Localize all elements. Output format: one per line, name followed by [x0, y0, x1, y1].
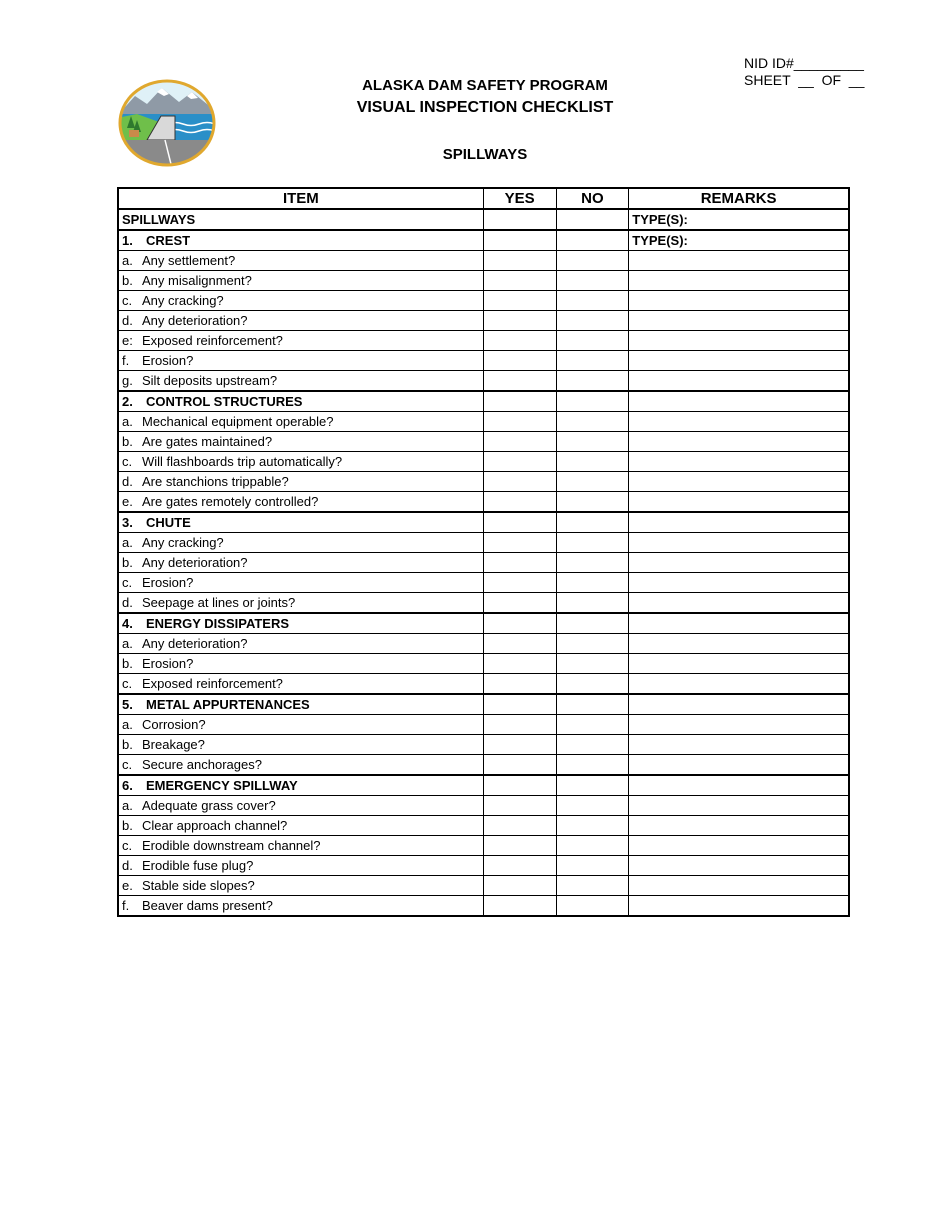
checklist-item-row	[118, 856, 849, 876]
item-text: Exposed reinforcement?	[142, 333, 283, 348]
item-letter: d.	[122, 474, 133, 489]
item-letter: d.	[122, 858, 133, 873]
table-header-row	[118, 188, 849, 209]
remarks-cell[interactable]	[629, 836, 849, 856]
item-letter: a.	[122, 535, 133, 550]
column-header-item: ITEM	[118, 188, 483, 209]
nid-id-label: NID ID#	[744, 55, 794, 71]
remarks-cell[interactable]	[629, 311, 849, 331]
remarks-cell[interactable]	[629, 271, 849, 291]
remarks-cell[interactable]	[629, 593, 849, 614]
item-text: Any deterioration?	[142, 636, 248, 651]
item-text: Exposed reinforcement?	[142, 676, 283, 691]
section-title: SPILLWAYS	[442, 146, 528, 163]
section-heading	[118, 230, 483, 251]
item-text: Any deterioration?	[142, 313, 248, 328]
item-question	[118, 291, 483, 311]
checklist-item-row	[118, 836, 849, 856]
remarks-cell[interactable]	[629, 755, 849, 776]
remarks-cell[interactable]	[629, 251, 849, 271]
item-text: Silt deposits upstream?	[142, 373, 278, 388]
item-question	[118, 573, 483, 593]
item-letter: b.	[122, 737, 133, 752]
item-question	[118, 836, 483, 856]
item-text: Secure anchorages?	[142, 757, 262, 772]
no-cell[interactable]	[556, 371, 629, 392]
yes-cell[interactable]	[483, 836, 556, 856]
section-heading	[118, 694, 483, 715]
no-cell[interactable]	[556, 209, 629, 230]
remarks-cell[interactable]	[629, 674, 849, 695]
checklist-item-row	[118, 654, 849, 674]
item-letter: f.	[122, 898, 130, 913]
item-question	[118, 311, 483, 331]
yes-cell[interactable]	[483, 492, 556, 513]
item-question	[118, 351, 483, 371]
item-text: Stable side slopes?	[142, 878, 255, 893]
item-letter: a.	[122, 636, 133, 651]
item-letter: a.	[122, 414, 133, 429]
no-cell[interactable]	[556, 553, 629, 573]
no-cell[interactable]	[556, 694, 629, 715]
item-text: Are stanchions trippable?	[142, 474, 289, 489]
checklist-item-row	[118, 755, 849, 776]
section-name: ENERGY DISSIPATERS	[146, 616, 290, 631]
item-question	[118, 271, 483, 291]
of-label: OF	[821, 72, 842, 88]
checklist-item-row	[118, 573, 849, 593]
yes-cell[interactable]	[483, 432, 556, 452]
checklist-item-row	[118, 331, 849, 351]
remarks-cell[interactable]	[629, 553, 849, 573]
remarks-cell[interactable]	[629, 775, 849, 796]
checklist-item-row	[118, 796, 849, 816]
item-letter: e.	[122, 878, 133, 893]
item-text: Will flashboards trip automatically?	[142, 454, 343, 469]
no-cell[interactable]	[556, 351, 629, 371]
yes-cell[interactable]	[483, 251, 556, 271]
item-letter: c.	[122, 838, 133, 853]
section-name: CHUTE	[146, 515, 191, 530]
item-text: Any deterioration?	[142, 555, 248, 570]
remarks-cell[interactable]	[629, 432, 849, 452]
no-cell[interactable]	[556, 331, 629, 351]
section-name: CREST	[146, 233, 191, 248]
item-letter: c.	[122, 757, 133, 772]
yes-cell[interactable]	[483, 634, 556, 654]
checklist-item-row	[118, 533, 849, 553]
item-letter: a.	[122, 717, 133, 732]
no-cell[interactable]	[556, 755, 629, 776]
item-text: Erodible downstream channel?	[142, 838, 321, 853]
no-cell[interactable]	[556, 472, 629, 492]
remarks-cell[interactable]	[629, 856, 849, 876]
yes-cell[interactable]	[483, 371, 556, 392]
spillways-row	[118, 209, 849, 230]
program-name: ALASKA DAM SAFETY PROGRAM	[362, 77, 608, 94]
checklist-item-row	[118, 371, 849, 392]
item-text: Erodible fuse plug?	[142, 858, 254, 873]
remarks-cell[interactable]	[629, 694, 849, 715]
remarks-cell[interactable]	[629, 391, 849, 412]
no-cell[interactable]	[556, 634, 629, 654]
item-letter: d.	[122, 595, 133, 610]
remarks-cell[interactable]	[629, 452, 849, 472]
item-text: Seepage at lines or joints?	[142, 595, 296, 610]
section-row	[118, 391, 849, 412]
checklist-item-row	[118, 593, 849, 614]
sheet-label: SHEET	[744, 72, 791, 88]
section-heading	[118, 775, 483, 796]
item-text: Erosion?	[142, 353, 194, 368]
yes-cell[interactable]	[483, 533, 556, 553]
yes-cell[interactable]	[483, 775, 556, 796]
checklist-item-row	[118, 472, 849, 492]
item-question	[118, 472, 483, 492]
yes-cell[interactable]	[483, 472, 556, 492]
item-question	[118, 715, 483, 735]
no-cell[interactable]	[556, 230, 629, 251]
spillways-label: SPILLWAYS	[118, 209, 483, 230]
checklist-title: VISUAL INSPECTION CHECKLIST	[356, 99, 614, 116]
no-cell[interactable]	[556, 432, 629, 452]
remarks-cell[interactable]: TYPE(S):	[629, 230, 849, 251]
yes-cell[interactable]	[483, 593, 556, 614]
remarks-cell[interactable]: TYPE(S):	[629, 209, 849, 230]
checklist-item-row	[118, 816, 849, 836]
yes-cell[interactable]	[483, 674, 556, 695]
item-question	[118, 412, 483, 432]
sheet-line: SHEET __ OF __	[744, 72, 865, 88]
item-letter: b.	[122, 273, 133, 288]
item-text: Corrosion?	[142, 717, 206, 732]
yes-cell[interactable]	[483, 876, 556, 896]
no-cell[interactable]	[556, 452, 629, 472]
no-cell[interactable]	[556, 492, 629, 513]
item-text: Clear approach channel?	[142, 818, 288, 833]
yes-cell[interactable]	[483, 816, 556, 836]
item-text: Erosion?	[142, 656, 194, 671]
yes-cell[interactable]	[483, 613, 556, 634]
no-cell[interactable]	[556, 715, 629, 735]
no-cell[interactable]	[556, 271, 629, 291]
column-header-remarks: REMARKS	[629, 188, 849, 209]
item-text: Beaver dams present?	[142, 898, 273, 913]
checklist-item-row	[118, 452, 849, 472]
remarks-cell[interactable]	[629, 613, 849, 634]
item-question	[118, 331, 483, 351]
item-letter: a.	[122, 798, 133, 813]
item-letter: c.	[122, 575, 133, 590]
yes-cell[interactable]	[483, 896, 556, 917]
remarks-cell[interactable]	[629, 654, 849, 674]
no-cell[interactable]	[556, 533, 629, 553]
item-text: Erosion?	[142, 575, 194, 590]
item-letter: e.	[122, 494, 133, 509]
yes-cell[interactable]	[483, 553, 556, 573]
yes-cell[interactable]	[483, 654, 556, 674]
yes-cell[interactable]	[483, 755, 556, 776]
item-letter: b.	[122, 555, 133, 570]
item-text: Breakage?	[142, 737, 205, 752]
section-number: 5.	[122, 697, 133, 712]
checklist-item-row	[118, 251, 849, 271]
item-question	[118, 553, 483, 573]
item-question	[118, 593, 483, 614]
item-letter: b.	[122, 434, 133, 449]
checklist-item-row	[118, 412, 849, 432]
item-question	[118, 654, 483, 674]
yes-cell[interactable]	[483, 291, 556, 311]
remarks-cell[interactable]	[629, 512, 849, 533]
item-text: Any settlement?	[142, 253, 236, 268]
item-question	[118, 674, 483, 695]
item-letter: d.	[122, 313, 133, 328]
remarks-cell[interactable]	[629, 533, 849, 553]
yes-cell[interactable]	[483, 351, 556, 371]
item-question	[118, 796, 483, 816]
no-cell[interactable]	[556, 412, 629, 432]
column-header-yes: YES	[483, 188, 556, 209]
item-text: Are gates maintained?	[142, 434, 273, 449]
item-text: Any misalignment?	[142, 273, 252, 288]
section-row	[118, 694, 849, 715]
inspection-checklist-table	[117, 187, 850, 917]
no-cell[interactable]	[556, 291, 629, 311]
yes-cell[interactable]	[483, 796, 556, 816]
remarks-cell[interactable]	[629, 816, 849, 836]
remarks-cell[interactable]	[629, 291, 849, 311]
section-heading	[118, 613, 483, 634]
yes-cell[interactable]	[483, 412, 556, 432]
no-cell[interactable]	[556, 775, 629, 796]
item-letter: c.	[122, 454, 133, 469]
section-row	[118, 512, 849, 533]
no-cell[interactable]	[556, 876, 629, 896]
item-question	[118, 856, 483, 876]
item-letter: f.	[122, 353, 130, 368]
section-name: METAL APPURTENANCES	[146, 697, 310, 712]
section-number: 4.	[122, 616, 133, 631]
item-letter: c.	[122, 293, 133, 308]
item-question	[118, 816, 483, 836]
section-number: 6.	[122, 778, 133, 793]
section-row	[118, 613, 849, 634]
item-letter: c.	[122, 676, 133, 691]
item-question	[118, 432, 483, 452]
remarks-cell[interactable]	[629, 331, 849, 351]
section-row	[118, 775, 849, 796]
yes-cell[interactable]	[483, 209, 556, 230]
column-header-no: NO	[556, 188, 629, 209]
remarks-cell[interactable]	[629, 796, 849, 816]
checklist-item-row	[118, 432, 849, 452]
item-letter: a.	[122, 253, 133, 268]
remarks-cell[interactable]	[629, 492, 849, 513]
section-number: 3.	[122, 515, 133, 530]
no-cell[interactable]	[556, 593, 629, 614]
remarks-cell[interactable]	[629, 715, 849, 735]
item-question	[118, 755, 483, 776]
no-cell[interactable]	[556, 796, 629, 816]
item-letter: g.	[122, 373, 133, 388]
checklist-item-row	[118, 674, 849, 695]
item-question	[118, 251, 483, 271]
yes-cell[interactable]	[483, 512, 556, 533]
remarks-cell[interactable]	[629, 896, 849, 917]
remarks-cell[interactable]	[629, 735, 849, 755]
remarks-cell[interactable]	[629, 412, 849, 432]
item-text: Adequate grass cover?	[142, 798, 276, 813]
checklist-item-row	[118, 291, 849, 311]
remarks-cell[interactable]	[629, 573, 849, 593]
no-cell[interactable]	[556, 654, 629, 674]
no-cell[interactable]	[556, 391, 629, 412]
section-number: 2.	[122, 394, 133, 409]
no-cell[interactable]	[556, 512, 629, 533]
no-cell[interactable]	[556, 735, 629, 755]
item-question	[118, 492, 483, 513]
section-name: CONTROL STRUCTURES	[146, 394, 303, 409]
no-cell[interactable]	[556, 896, 629, 917]
checklist-item-row	[118, 634, 849, 654]
remarks-cell[interactable]	[629, 876, 849, 896]
item-question	[118, 735, 483, 755]
item-letter: b.	[122, 656, 133, 671]
section-number: 1.	[122, 233, 133, 248]
no-cell[interactable]	[556, 613, 629, 634]
item-question	[118, 533, 483, 553]
yes-cell[interactable]	[483, 694, 556, 715]
yes-cell[interactable]	[483, 331, 556, 351]
item-question	[118, 876, 483, 896]
checklist-item-row	[118, 311, 849, 331]
item-letter: e:	[122, 333, 133, 348]
remarks-cell[interactable]	[629, 472, 849, 492]
yes-cell[interactable]	[483, 391, 556, 412]
checklist-item-row	[118, 271, 849, 291]
no-cell[interactable]	[556, 674, 629, 695]
section-row	[118, 230, 849, 251]
checklist-item-row	[118, 553, 849, 573]
yes-cell[interactable]	[483, 311, 556, 331]
checklist-item-row	[118, 715, 849, 735]
checklist-item-row	[118, 351, 849, 371]
yes-cell[interactable]	[483, 230, 556, 251]
remarks-cell[interactable]	[629, 351, 849, 371]
no-cell[interactable]	[556, 311, 629, 331]
item-question	[118, 452, 483, 472]
item-question	[118, 634, 483, 654]
section-heading	[118, 512, 483, 533]
no-cell[interactable]	[556, 573, 629, 593]
yes-cell[interactable]	[483, 573, 556, 593]
remarks-cell[interactable]	[629, 371, 849, 392]
section-name: EMERGENCY SPILLWAY	[146, 778, 298, 793]
yes-cell[interactable]	[483, 715, 556, 735]
item-text: Mechanical equipment operable?	[142, 414, 334, 429]
no-cell[interactable]	[556, 251, 629, 271]
checklist-body	[118, 209, 849, 916]
item-text: Are gates remotely controlled?	[142, 494, 319, 509]
checklist-item-row	[118, 492, 849, 513]
no-cell[interactable]	[556, 816, 629, 836]
nid-id-line: NID ID#_________	[744, 55, 864, 71]
item-letter: b.	[122, 818, 133, 833]
section-heading	[118, 391, 483, 412]
yes-cell[interactable]	[483, 271, 556, 291]
yes-cell[interactable]	[483, 856, 556, 876]
no-cell[interactable]	[556, 856, 629, 876]
yes-cell[interactable]	[483, 452, 556, 472]
yes-cell[interactable]	[483, 735, 556, 755]
no-cell[interactable]	[556, 836, 629, 856]
item-question	[118, 371, 483, 392]
checklist-item-row	[118, 896, 849, 917]
checklist-item-row	[118, 735, 849, 755]
checklist-item-row	[118, 876, 849, 896]
item-text: Any cracking?	[142, 535, 224, 550]
remarks-cell[interactable]	[629, 634, 849, 654]
item-text: Any cracking?	[142, 293, 224, 308]
item-question	[118, 896, 483, 917]
